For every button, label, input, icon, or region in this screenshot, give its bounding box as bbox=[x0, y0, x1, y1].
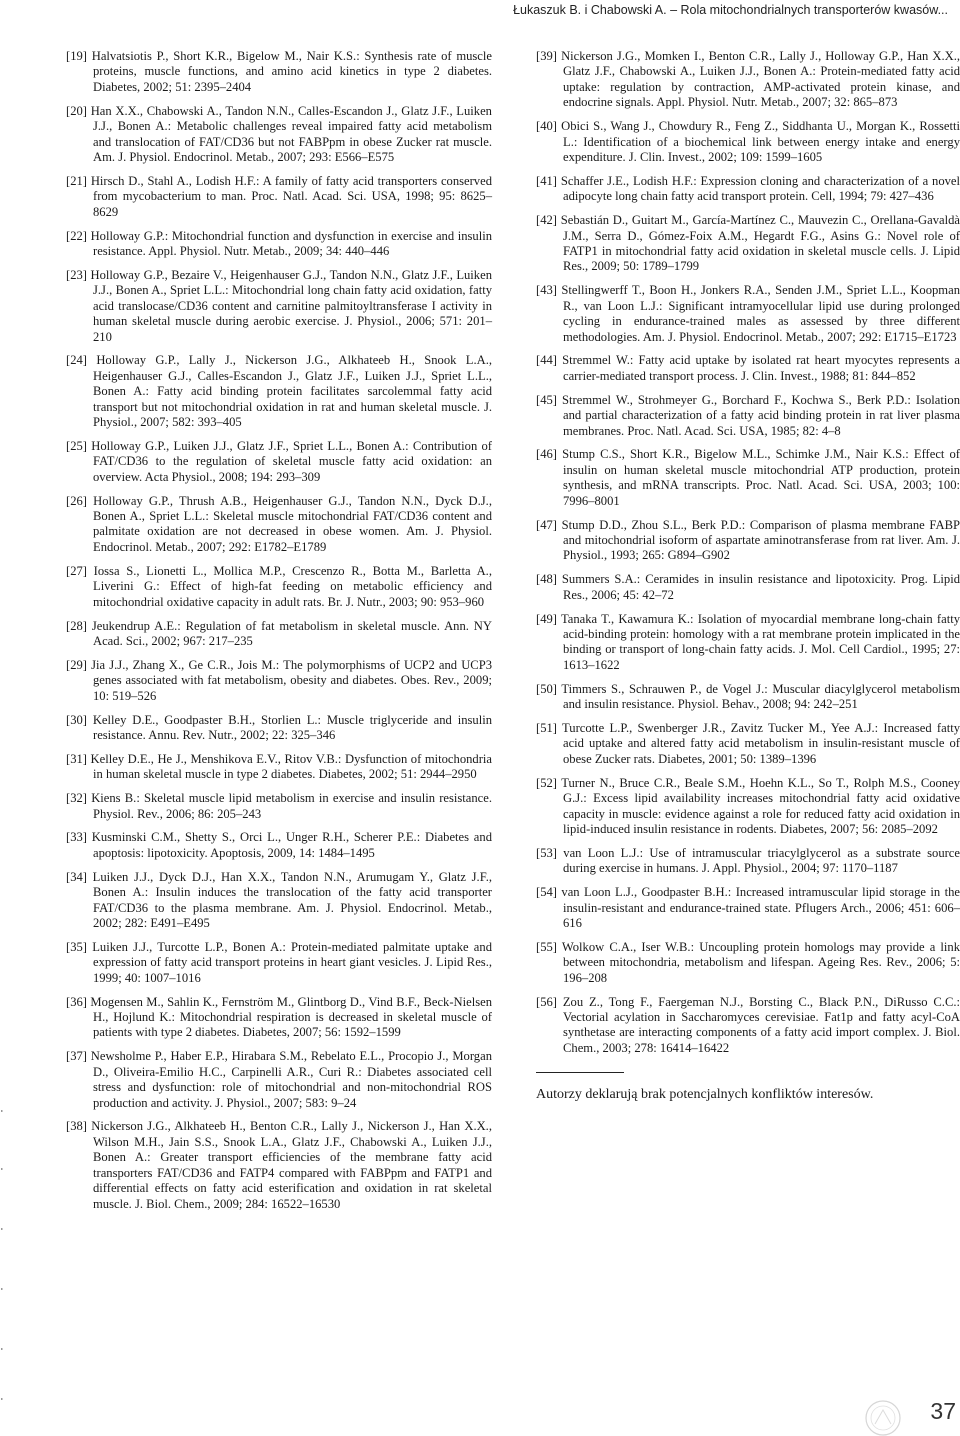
reference-text: Stremmel W.: Fatty acid uptake by isolated rat heart myocytes represents a carrier-mediated transport process. J. Clin. Invest., 1988; 81: 844–852 bbox=[562, 353, 960, 383]
reference-text: Luiken J.J., Turcotte L.P., Bonen A.: Protein-mediated palmitate uptake and expression of fatty acid transport proteins in heart giant vesicles. J. Lipid Res., 1999; 40: 1007–1016 bbox=[92, 939, 492, 985]
reference-number: [46] bbox=[536, 447, 557, 462]
references-left-column bbox=[66, 49, 492, 1220]
reference-number: [29] bbox=[66, 657, 87, 672]
reference-item bbox=[66, 713, 492, 744]
reference-text: Timmers S., Schrauwen P., de Vogel J.: Muscular diacylglycerol metabolism and insulin resistance. Physiol. Behav., 2008; 94: 242–251 bbox=[561, 681, 960, 712]
reference-text: Turcotte L.P., Swenberger J.R., Zavitz Tucker M., Yee A.J.: Increased fatty acid uptake and altered fatty acid metabolism in insulin-resistant muscle of obese Zucker rats. Diabetes, 2001; 50: 1389–1396 bbox=[562, 721, 960, 766]
reference-item bbox=[66, 658, 492, 704]
reference-item bbox=[536, 174, 960, 205]
reference-number: [38] bbox=[66, 1119, 87, 1134]
reference-number: [51] bbox=[536, 721, 557, 736]
reference-item bbox=[536, 393, 960, 439]
reference-number: [23] bbox=[66, 267, 87, 282]
reference-number: [31] bbox=[66, 751, 87, 766]
reference-item bbox=[66, 619, 492, 650]
reference-number: [21] bbox=[66, 173, 87, 188]
reference-text: Luiken J.J., Dyck D.J., Han X.X., Tandon N.N., Arumugam Y., Glatz J.F., Bonen A.: Insulin induces the translocation of the fatty acid transporter FAT/CD36 to the plasma membrane. Am. J. Physiol. Endocrinol. Metab., 2002; 282: E491–E495 bbox=[92, 869, 492, 930]
reference-number: [24] bbox=[66, 353, 87, 368]
reference-number: [32] bbox=[66, 791, 87, 806]
reference-text: Wolkow C.A., Iser W.B.: Uncoupling protein homologs may provide a link between mitochondria, metabolism and lifespan. Ageing Res. Rev., 2006; 5: 196–208 bbox=[561, 939, 960, 985]
reference-item bbox=[536, 283, 960, 345]
reference-number: [20] bbox=[66, 103, 87, 118]
reference-number: [53] bbox=[536, 845, 557, 860]
reference-text: Mogensen M., Sahlin K., Fernström M., Glintborg D., Vind B.F., Beck-Nielsen H., Hojlund K.: Mitochondrial respiration is decreased in skeletal muscle of patients with type 2 diabetes. Diabetes, 2007; 56: 1592–1599 bbox=[90, 994, 492, 1040]
reference-text: Stellingwerff T., Boon H., Jonkers R.A., Senden J.M., Spriet L.L., Koopman R., van Loon L.J.: Significant intramyocellular lipid use during prolonged cycling in endurance-trained males as assessed by three different methodologies. Am. J. Physiol. Endocrinol. Metab., 2007; 292: E1715–E1723 bbox=[561, 283, 960, 344]
reference-text: Holloway G.P., Bezaire V., Heigenhauser G.J., Tandon N.N., Glatz J.F., Luiken J.J., Bonen A., Spriet L.L.: Mitochondrial long chain fatty acid oxidation, fatty acid translocase/CD36 content and carnitine palmitoyltransferase I activity in human skeletal muscle during aerobic exercise. J. Physiol., 2006; 571: 201–210 bbox=[90, 267, 492, 344]
reference-item bbox=[536, 447, 960, 509]
reference-number: [39] bbox=[536, 49, 557, 63]
reference-number: [40] bbox=[536, 119, 557, 134]
reference-item bbox=[536, 518, 960, 564]
reference-number: [43] bbox=[536, 283, 557, 298]
reference-item bbox=[66, 174, 492, 220]
reference-text: van Loon L.J.: Use of intramuscular triacylglycerol as a substrate source during exercise in humans. J. Appl. Physiol., 2004; 97: 1170–1187 bbox=[563, 845, 960, 876]
reference-text: Halvatsiotis P., Short K.R., Bigelow M., Nair K.S.: Synthesis rate of muscle proteins, muscle functions, and amino acid kinetics in type 2 diabetes. Diabetes, 2002; 51: 2395–2404 bbox=[91, 49, 492, 94]
reference-text: Newsholme P., Haber E.P., Hirabara S.M., Rebelato E.L., Procopio J., Morgan D., Oliveira-Emilio H.C., Carpinelli A.R., Curi R.: Diabetes associated cell stress and dysfunction: role of mitochondrial and non-mitochondrial ROS production and activity. J. Physiol., 2007; 583: 9–24 bbox=[90, 1049, 492, 1110]
reference-number: [49] bbox=[536, 611, 557, 626]
reference-text: Schaffer J.E., Lodish H.F.: Expression cloning and characterization of a novel adipocyte long chain fatty acid transport protein. Cell, 1994; 79: 427–436 bbox=[560, 173, 960, 204]
reference-item bbox=[536, 49, 960, 111]
reference-text: Stump C.S., Short K.R., Bigelow M.L., Schimke J.M., Nair K.S.: Effect of insulin on human skeletal muscle mitochondrial ATP production, protein synthesis, and mRNA transcripts. Proc. Natl. Acad. Sci. USA, 2003; 100: 7996–8001 bbox=[562, 447, 960, 508]
reference-text: Holloway G.P., Thrush A.B., Heigenhauser G.J., Tandon N.N., Dyck D.J., Bonen A., Spriet L.L.: Skeletal muscle mitochondrial FAT/CD36 content and palmitate oxidation are not decreased in obese women. Am. J. Physiol. Endocrinol. Metab., 2007; 292: E1782–E1789 bbox=[93, 493, 492, 554]
reference-text: Kelley D.E., He J., Menshikova E.V., Ritov V.B.: Dysfunction of mitochondria in human skeletal muscle in type 2 diabetes. Diabetes, 2002; 51: 2944–2950 bbox=[90, 751, 492, 782]
reference-number: [54] bbox=[536, 885, 557, 900]
reference-item bbox=[66, 564, 492, 610]
reference-item bbox=[536, 885, 960, 931]
reference-number: [47] bbox=[536, 517, 557, 532]
section-divider bbox=[536, 1072, 624, 1073]
references-right-column bbox=[536, 49, 960, 1103]
reference-text: Hirsch D., Stahl A., Lodish H.F.: A family of fatty acid transporters conserved from mycobacterium to man. Proc. Natl. Acad. Sci. USA, 1998; 95: 8625–8629 bbox=[90, 173, 492, 219]
reference-number: [41] bbox=[536, 173, 557, 188]
reference-text: Holloway G.P., Lally J., Nickerson J.G., Alkhateeb H., Snook L.A., Heigenhauser G.J., Calles-Escandon J., Glatz J.F., Luiken J.J., Spriet L.L., Bonen A.: Fatty acid binding protein facilitates sarcolemmal fatty acid transport but not mitochondrial oxidation in rat and human skeletal muscle. J. Physiol., 2007; 582: 393–405 bbox=[93, 353, 493, 430]
reference-item bbox=[66, 229, 492, 260]
reference-text: Iossa S., Lionetti L., Mollica M.P., Crescenzo R., Botta M., Barletta A., Liverini G.: Effect of high-fat feeding on metabolic efficiency and mitochondrial oxidative capacity in adult rats. Br. J. Nutr., 2003; 90: 953–960 bbox=[93, 563, 492, 609]
reference-item bbox=[536, 572, 960, 603]
running-title: Łukaszuk B. i Chabowski A. – Rola mitochondrialnych transporterów kwasów... bbox=[513, 3, 948, 17]
reference-text: Summers S.A.: Ceramides in insulin resistance and lipotoxicity. Prog. Lipid Res., 2006; 45: 42–72 bbox=[561, 572, 960, 602]
reference-item bbox=[66, 268, 492, 345]
reference-text: Kiens B.: Skeletal muscle lipid metabolism in exercise and insulin resistance. Physiol. Rev., 2006; 86: 205–243 bbox=[91, 791, 492, 821]
reference-item bbox=[536, 353, 960, 384]
reference-number: [26] bbox=[66, 493, 87, 508]
reference-text: Stremmel W., Strohmeyer G., Borchard F., Kochwa S., Berk P.D.: Isolation and partial characterization of a fatty acid binding protein in rat liver plasma membranes. Proc. Natl. Acad. Sci. USA, 1985; 82: 4–8 bbox=[562, 392, 960, 438]
reference-number: [44] bbox=[536, 353, 557, 368]
reference-number: [30] bbox=[66, 712, 87, 727]
reference-item bbox=[66, 49, 492, 95]
reference-text: van Loon L.J., Goodpaster B.H.: Increased intramuscular lipid storage in the insulin-resistant and endurance-trained state. Pflugers Arch., 2006; 451: 606–616 bbox=[561, 885, 960, 930]
reference-item bbox=[66, 752, 492, 783]
reference-item bbox=[536, 682, 960, 713]
reference-text: Obici S., Wang J., Chowdury R., Feng Z., Siddhanta U., Morgan K., Rossetti L.: Identification of a biochemical link between energy intake and energy expenditure. J. Clin. Invest., 2002; 109: 1599–1605 bbox=[561, 119, 960, 164]
reference-number: [52] bbox=[536, 775, 557, 790]
reference-item bbox=[536, 940, 960, 986]
reference-text: Zou Z., Tong F., Faergeman N.J., Borsting C., Black P.N., DiRusso C.C.: Vectorial acylation in Saccharomyces cerevisiae. Fat1p and fatty acyl-CoA synthetase are interacting components of a fatty acid import complex. J. Biol. Chem., 2003; 278: 16414–16422 bbox=[562, 994, 960, 1055]
reference-number: [28] bbox=[66, 618, 87, 633]
reference-number: [55] bbox=[536, 939, 557, 954]
reference-text: Kusminski C.M., Shetty S., Orci L., Unger R.H., Scherer P.E.: Diabetes and apoptosis: lipotoxicity. Apoptosis, 2009, 14: 1484–1495 bbox=[91, 830, 492, 860]
reference-item bbox=[66, 439, 492, 485]
reference-item bbox=[66, 830, 492, 861]
reference-text: Jeukendrup A.E.: Regulation of fat metabolism in skeletal muscle. Ann. NY Acad. Sci., 2002; 967: 217–235 bbox=[91, 618, 493, 648]
reference-item bbox=[536, 119, 960, 165]
reference-item bbox=[536, 995, 960, 1057]
reference-item bbox=[536, 846, 960, 877]
reference-item bbox=[66, 791, 492, 822]
reference-text: Kelley D.E., Goodpaster B.H., Storlien L.: Muscle triglyceride and insulin resistance. Annu. Rev. Nutr., 2002; 22: 325–346 bbox=[92, 712, 492, 742]
reference-number: [45] bbox=[536, 392, 557, 407]
reference-number: [48] bbox=[536, 572, 557, 587]
circular-seal-icon bbox=[863, 1396, 903, 1436]
reference-text: Han X.X., Chabowski A., Tandon N.N., Calles-Escandon J., Glatz J.F., Luiken J.J., Bonen A.: Metabolic challenges reveal impaired fatty acid metabolism and translocation of FAT/CD36 but not FABPpm in obese Zucker rat muscle. Am. J. Physiol. Endocrinol. Metab., 2007; 293: E566–E575 bbox=[90, 103, 492, 164]
reference-item bbox=[66, 940, 492, 986]
reference-number: [25] bbox=[66, 438, 87, 453]
reference-number: [42] bbox=[536, 213, 557, 228]
reference-item bbox=[66, 494, 492, 556]
reference-number: [34] bbox=[66, 869, 87, 884]
scan-edge-marks bbox=[0, 1110, 4, 1410]
reference-item bbox=[66, 995, 492, 1041]
running-header bbox=[0, 0, 960, 22]
reference-text: Nickerson J.G., Alkhateeb H., Benton C.R., Lally J., Nickerson J., Han X.X., Wilson M.H., Jain S.S., Snook L.A., Glatz J.F., Chabowski A., Luiken J.J., Bonen A.: Greater transport efficiencies of the membrane fatty acid transporters FAT/CD36 and FATP4 compared with FABPpm and FATP1 and differential effects on fatty acid esterification and oxidation in rat skeletal muscle. J. Biol. Chem., 2009; 284: 16522–16530 bbox=[91, 1119, 492, 1211]
reference-item bbox=[66, 1049, 492, 1111]
reference-text: Nickerson J.G., Momken I., Benton C.R., Lally J., Holloway G.P., Han X.X., Glatz J.F., Chabowski A., Luiken J.J., Bonen A.: Protein-mediated fatty acid uptake: regulation by contraction, AMP-activated protein kinase, and endocrine signals. Appl. Physiol. Nutr. Metab., 2007; 32: 865–873 bbox=[561, 49, 960, 110]
reference-number: [22] bbox=[66, 228, 87, 243]
reference-number: [56] bbox=[536, 994, 557, 1009]
reference-item bbox=[536, 612, 960, 674]
reference-item bbox=[66, 1119, 492, 1211]
conflict-of-interest-note: Autorzy deklarują brak potencjalnych konfliktów interesów. bbox=[536, 1087, 874, 1103]
page-number: 37 bbox=[930, 1398, 956, 1424]
reference-number: [50] bbox=[536, 681, 557, 696]
reference-item bbox=[536, 721, 960, 767]
reference-text: Sebastián D., Guitart M., García-Martínez C., Mauvezin C., Orellana-Gavaldà J.M., Serra D., Gómez-Foix A.M., Hegardt F.G., Asins G.: Novel role of FATP1 in mitochondrial fatty acid oxidation in skeletal muscle cells. J. Lipid Res., 2009; 50: 1789–1799 bbox=[560, 213, 960, 274]
reference-number: [37] bbox=[66, 1049, 87, 1064]
reference-number: [19] bbox=[66, 49, 87, 63]
reference-number: [35] bbox=[66, 939, 87, 954]
reference-item bbox=[66, 353, 492, 430]
reference-text: Holloway G.P., Luiken J.J., Glatz J.F., Spriet L.L., Bonen A.: Contribution of FAT/CD36 to the regulation of skeletal muscle fatty acid oxidation: an overview. Acta Physiol., 2008; 194: 293–309 bbox=[91, 438, 492, 484]
reference-number: [27] bbox=[66, 563, 87, 578]
reference-item bbox=[536, 776, 960, 838]
reference-number: [33] bbox=[66, 830, 87, 845]
reference-number: [36] bbox=[66, 994, 87, 1009]
reference-item bbox=[66, 104, 492, 166]
reference-item bbox=[66, 870, 492, 932]
reference-text: Tanaka T., Kawamura K.: Isolation of myocardial membrane long-chain fatty acid-binding protein: homology with a rat membrane protein implicated in the binding or transport of long-chain fatty acids. J. Mol. Cell Cardiol., 1995; 27: 1613–1622 bbox=[560, 611, 960, 672]
reference-text: Jia J.J., Zhang X., Ge C.R., Jois M.: The polymorphisms of UCP2 and UCP3 genes associated with fat metabolism, obesity and diabetes. Obes. Rev., 2009; 10: 519–526 bbox=[91, 657, 492, 703]
reference-text: Turner N., Bruce C.R., Beale S.M., Hoehn K.L., So T., Rolph M.S., Cooney G.J.: Excess lipid availability increases mitochondrial fatty acid oxidative capacity in muscle: evidence against a role for reduced fatty acid oxidation in lipid-induced insulin resistance in rodents. Diabetes, 2007; 56: 2085–2092 bbox=[561, 775, 960, 836]
reference-text: Holloway G.P.: Mitochondrial function and dysfunction in exercise and insulin resistance. Appl. Physiol. Nutr. Metab., 2009; 34: 440–446 bbox=[90, 228, 493, 258]
reference-item bbox=[536, 213, 960, 275]
reference-text: Stump D.D., Zhou S.L., Berk P.D.: Comparison of plasma membrane FABP and mitochondrial isoform of aspartate aminotransferase from rat liver. Am. J. Physiol., 1993; 265: G894–G902 bbox=[561, 517, 960, 563]
